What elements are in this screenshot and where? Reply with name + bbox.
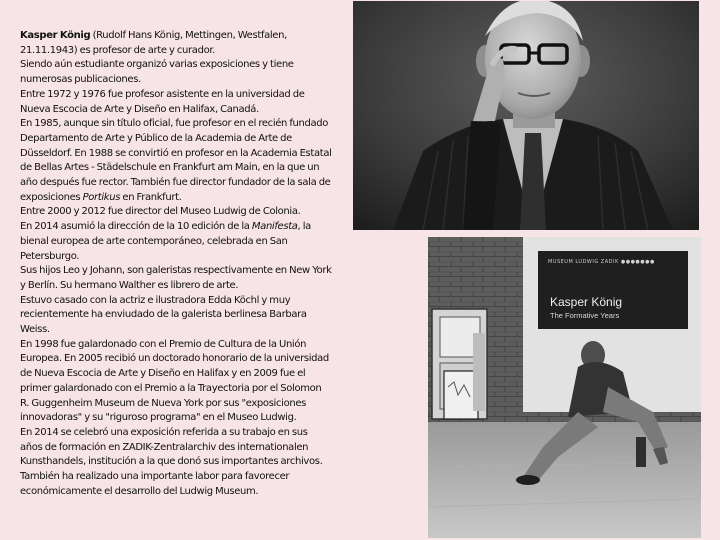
bio-paragraph-halifax: Entre 1972 y 1976 fue profesor asistente en la universidad de Nueva Escocia de Arte y Diseño en Halifax, Canadá. [20,88,305,115]
portikus-italic: Portikus [82,191,121,203]
bio-paragraph-family: Sus hijos Leo y Johann, son galeristas respectivamente en New York y Berlín. Su hermano Walther es librero de arte. [20,265,332,291]
manifesta-italic: Manifesta [251,221,298,233]
bio-intro-rest: (Rudolf Hans König, Mettingen, Westfalen, 21.11.1943) es profesor de arte y curador. [20,30,287,56]
bio-paragraph-manifesta: En 2014 asumió la dirección de la 10 edición de la Manifesta, la bienal europea de arte contemporáneo, celebrada en San Petersburgo. [20,221,311,262]
bio-paragraph-intro [20,29,332,58]
biography-text [20,29,332,500]
exhibition-poster [538,251,688,329]
bio-paragraph-marriage: Estuvo casado con la actriz e ilustradora Edda Köchl y muy recientemente ha enviudado de la galerista berlinesa Barbara Weiss. [20,294,307,336]
bio-paragraph-exhibition: En 2014 se celebró una exposición referida a su trabajo en sus años de formación en ZADIK-Zentralarchiv des internationalen Kunsthandels, institución a la que donó sus importantes archivos. También ha realizado una importante labor para favorecer económicamente el desarrollo del Ludwig Museum. [20,426,323,497]
subject-name: Kasper König [20,30,91,41]
portrait-illustration [353,1,699,230]
bio-paragraph-awards: En 1998 fue galardonado con el Premio de Cultura de la Unión Europea. En 2005 recibió un doctorado honorario de la universidad de Nueva Escocia de Arte y Diseño en Halifax y en 2009 fue el primer galardonado con el Premio a la Trayectoria por el Solomon R. Guggenheim Museum de Nueva York por sus "exposiciones innovadoras" y su "riguroso programa" en el Museo Ludwig. [20,338,329,424]
poster-title: Kasper König [550,295,623,309]
bio-paragraph-academies: En 1985, aunque sin título oficial, fue profesor en el recién fundado Departamento de Arte y Público de la Academia de Arte de Düsseldorf. En 1988 se convirtió en profesor en la Academia Estatal de Bellas Artes - Städelschule en Frankfurt am Main, en la que un año después fue rector. También fue director fundador de la sala de exposiciones Portikus en Frankfurt. [20,118,332,203]
exhibition-photo [428,237,701,538]
poster-subtitle: The Formative Years [550,311,620,320]
bio-paragraph-museum-ludwig: Entre 2000 y 2012 fue director del Museo Ludwig de Colonia. [20,206,301,218]
poster-logos: MUSEUM LUDWIG ZADIK ●●●●●●● [548,259,655,265]
portrait-photo [353,1,699,230]
bio-paragraph-early-work: Siendo aún estudiante organizó varias exposiciones y tiene numerosas publicaciones. [20,59,294,86]
